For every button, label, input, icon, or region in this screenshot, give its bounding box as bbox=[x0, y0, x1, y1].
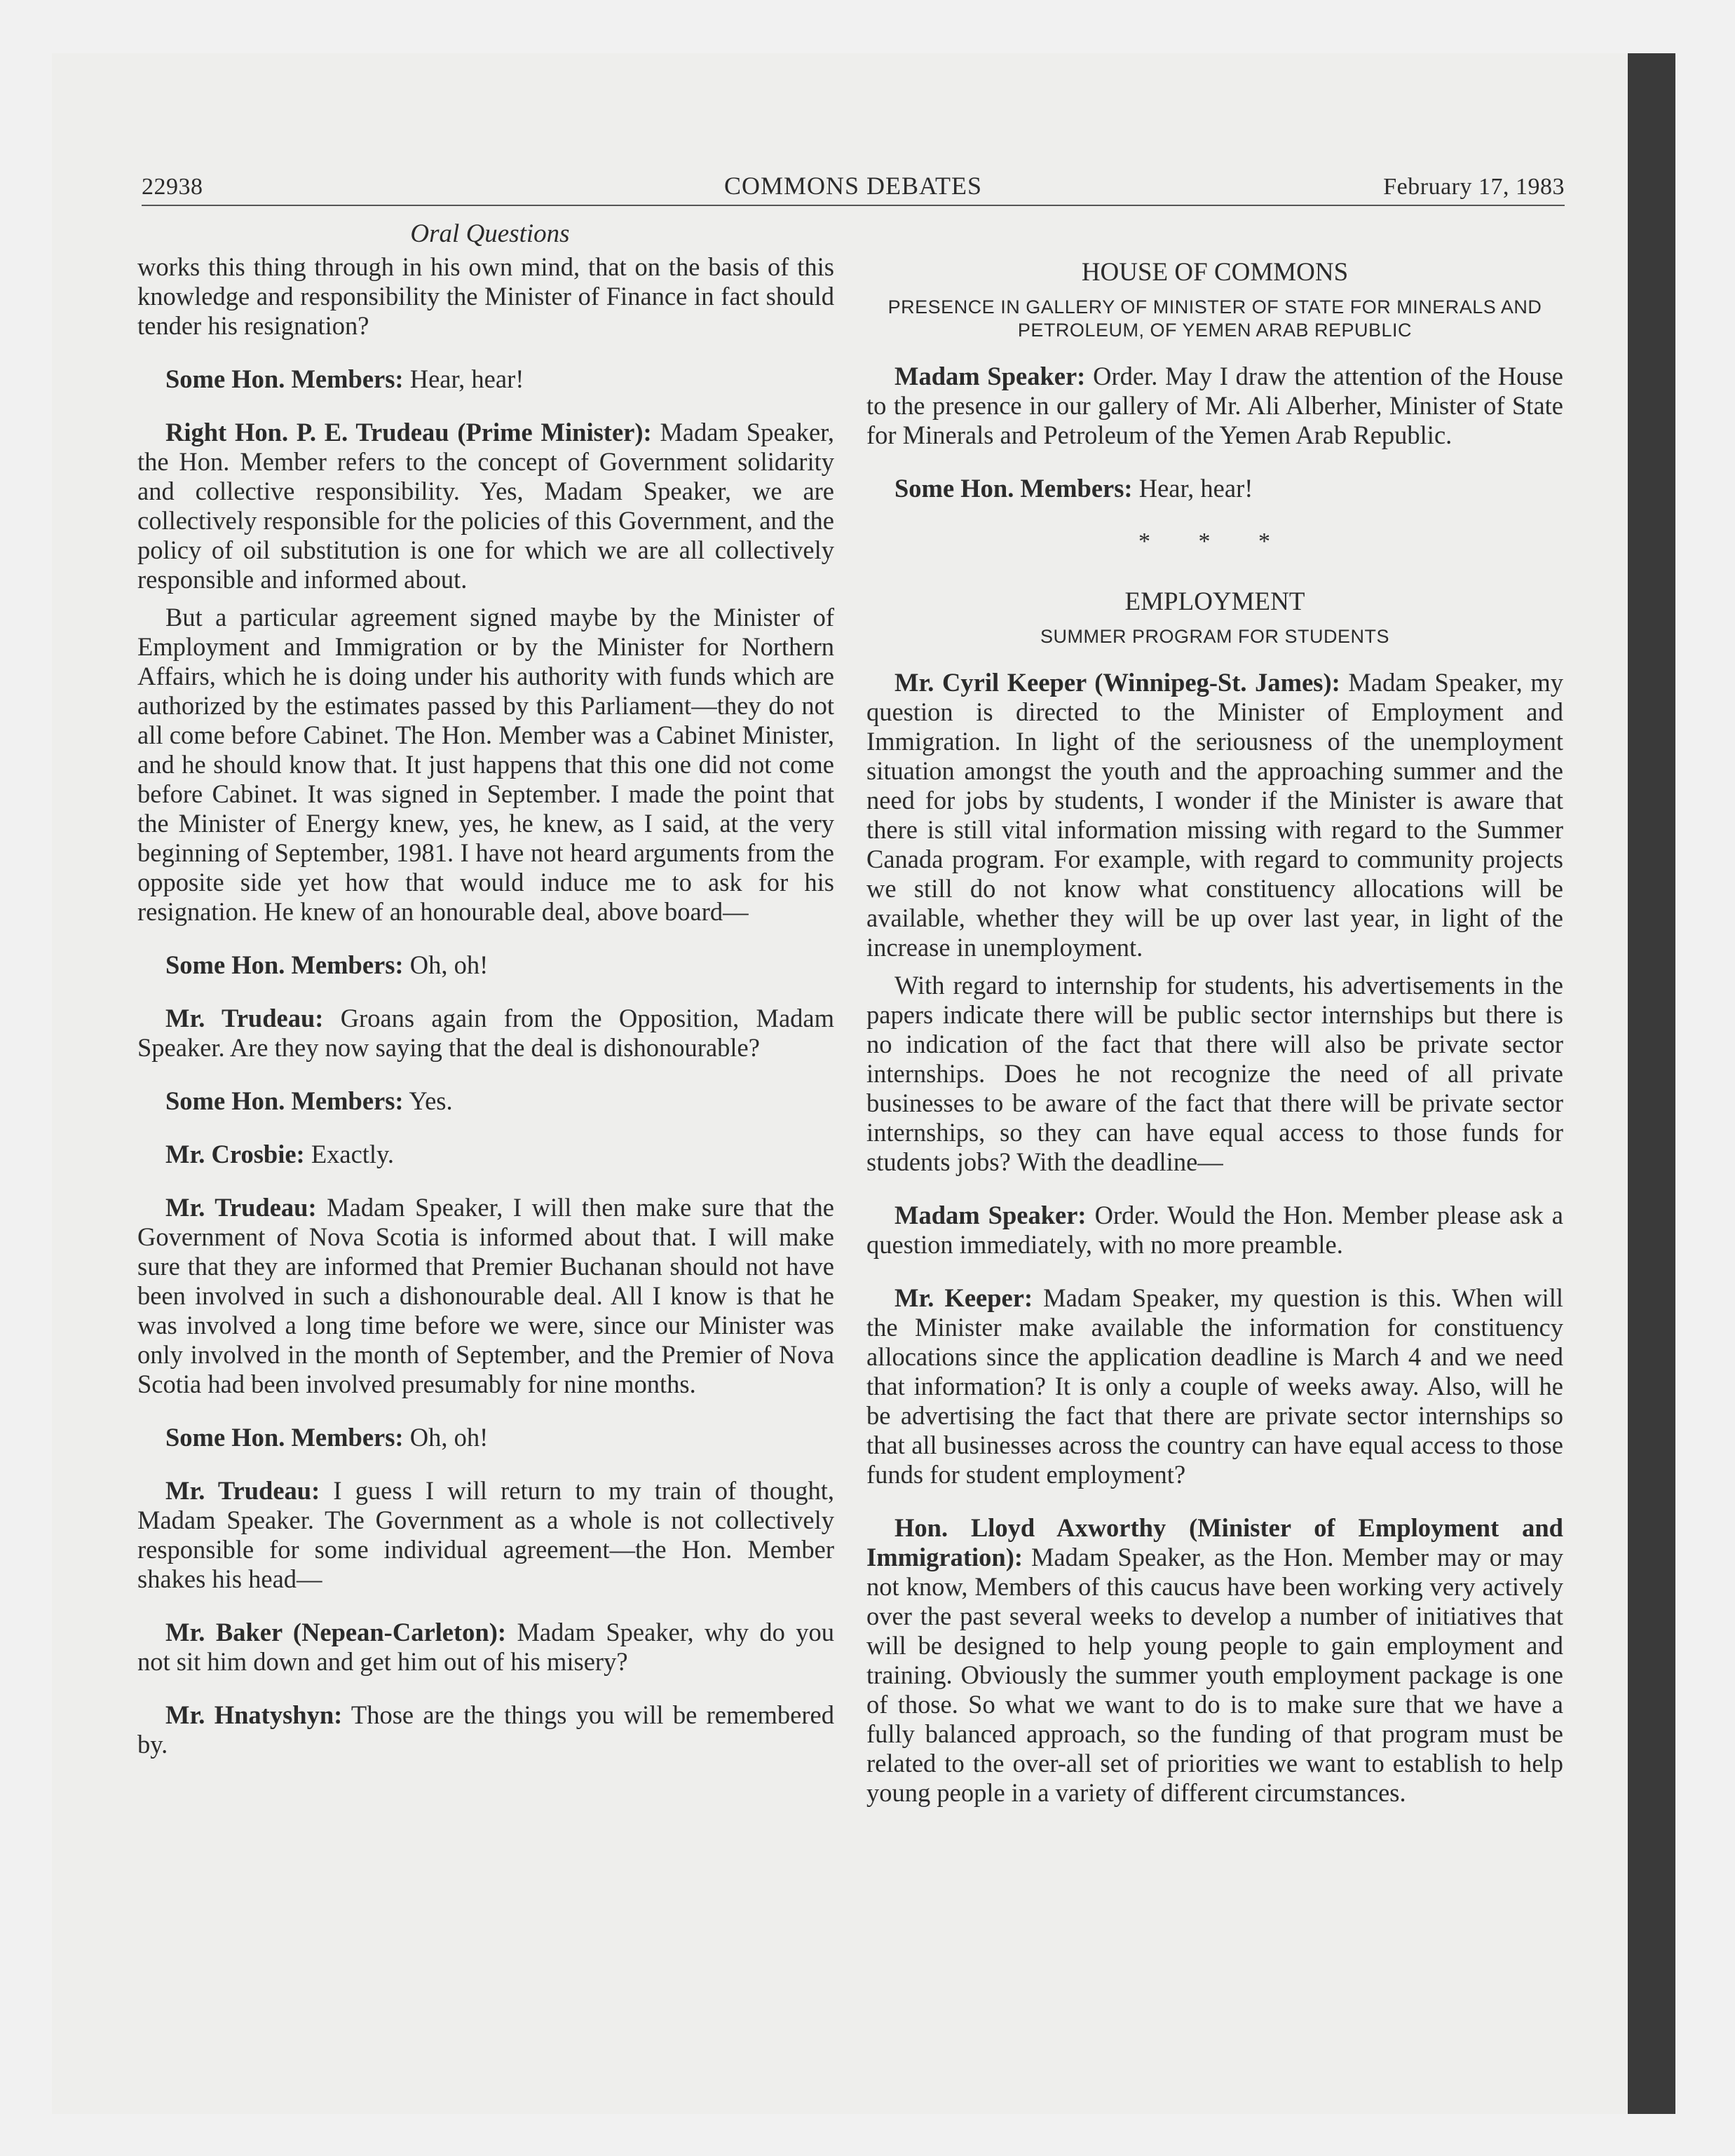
section-subheading: SUMMER PROGRAM FOR STUDENTS bbox=[1040, 626, 1389, 647]
speech-text: Madam Speaker, my question is directed to the Minister of Employment and Immigration. In light of the seriousness of the unemployment situation amongst the youth and the approaching summer and the need for jobs by students, I wonder if the Minister is aware that there is still vital information missing with regard to the Summer Canada program. For example, with regard to community projects we still do not know what constituency allocations will be available, whether they will be up over last year, in light of the increase in unemployment. bbox=[866, 668, 1563, 962]
speaker-name: Mr. Baker (Nepean-Carleton): bbox=[165, 1618, 507, 1646]
speaker-name: Mr. Hnatyshyn: bbox=[165, 1700, 343, 1729]
speech-text: Madam Speaker, my question is this. When will the Minister make available the information for constituency allocations since the application deadline is March 4 and we need that information? It is only a couple of weeks away. Also, will he be advertising the fact that there are private sector internships so that all businesses across the country can have equal access to those funds for student employment? bbox=[866, 1283, 1563, 1489]
speech-text: I guess I will return to my train of thought, Madam Speaker. The Government as a whole is not collectively responsible for some individual agreement—the Hon. Member shakes his head— bbox=[137, 1476, 834, 1593]
speech-text: Order. May I draw the attention of the House to the presence in our gallery of Mr. Ali Alberher, Minister of State for Minerals and Petroleum of the Yemen Arab Republic. bbox=[866, 362, 1563, 449]
speech-text: Hear, hear! bbox=[1132, 474, 1253, 503]
speech-text: Madam Speaker, the Hon. Member refers to the concept of Government solidarity and collective responsibility. Yes, Madam Speaker, we are collectively responsible for the policies of this Government, and the policy of oil substitution is one for which we are all collectively responsible and informed about. bbox=[137, 418, 834, 594]
paragraph bbox=[866, 1513, 1563, 1808]
speaker-name: Mr. Trudeau: bbox=[165, 1004, 324, 1032]
left-column bbox=[137, 252, 834, 1783]
speaker-name: Madam Speaker: bbox=[894, 1201, 1087, 1229]
paragraph bbox=[137, 418, 834, 594]
speaker-name: Some Hon. Members: bbox=[894, 474, 1133, 503]
section-separator: * * * bbox=[1138, 528, 1291, 554]
speaker-name: Some Hon. Members: bbox=[165, 1086, 404, 1115]
paragraph bbox=[137, 364, 834, 394]
paragraph: With regard to internship for students, his advertisements in the papers indicate there will be public sector internships but there is no indication of the fact that there will also be private sector internships. Does he not recognize the need of all private businesses to be aware of the fact that there will be private sector internships, so they can have equal access to those funds for students jobs? With the deadline— bbox=[866, 971, 1563, 1176]
speaker-name: Right Hon. P. E. Trudeau (Prime Minister): bbox=[165, 418, 652, 446]
section-subheading: PRESENCE IN GALLERY OF MINISTER OF STATE FOR MINERALS AND PETROLEUM, OF YEMEN ARAB REPUBLIC bbox=[887, 296, 1542, 341]
speech-text: Madam Speaker, as the Hon. Member may or may not know, Members of this caucus have been working very actively over the past several weeks to develop a number of initiatives that will be designed to help young people to gain employment and training. Obviously the summer youth employment package is one of those. So what we want to do is to make sure that we have a fully balanced approach, so the funding of that program must be related to the over-all set of priorities we want to establish to help young people in a variety of different circumstances. bbox=[866, 1543, 1563, 1807]
paragraph bbox=[866, 474, 1563, 503]
page-date: February 17, 1983 bbox=[1383, 174, 1565, 200]
speaker-name: Mr. Cyril Keeper (Winnipeg-St. James): bbox=[894, 668, 1340, 697]
speech-text: Oh, oh! bbox=[403, 1423, 489, 1452]
speech-text: Groans again from the Opposition, Madam Speaker. Are they now saying that the deal is dishonourable? bbox=[137, 1004, 835, 1062]
scan-edge-shadow bbox=[1628, 53, 1675, 2114]
paragraph bbox=[866, 1201, 1563, 1260]
paragraph bbox=[137, 1423, 834, 1452]
paragraph bbox=[137, 1140, 834, 1169]
page-number: 22938 bbox=[142, 174, 203, 200]
paragraph bbox=[137, 950, 834, 980]
paragraph bbox=[137, 1618, 834, 1677]
paragraph: But a particular agreement signed maybe by the Minister of Employment and Immigration or by the Minister for Northern Affairs, which he is doing under his authority with funds which are authorized by the estimates passed by this Parliament—they do not all come before Cabinet. The Hon. Member was a Cabinet Minister, and he should know that. It just happens that this one did not come before Cabinet. It was signed in September. I made the point that the Minister of Energy knew, yes, he knew, as I said, at the very beginning of September, 1981. I have not heard arguments from the opposite side yet how that would induce me to ask for his resignation. He knew of an honourable deal, above board— bbox=[137, 603, 834, 926]
paragraph bbox=[137, 1193, 834, 1399]
speaker-name: Mr. Trudeau: bbox=[165, 1476, 320, 1505]
speech-text: Those are the things you will be remembered by. bbox=[137, 1700, 834, 1759]
speech-text: Madam Speaker, why do you not sit him down and get him out of his misery? bbox=[137, 1618, 834, 1676]
speech-text: Order. Would the Hon. Member please ask a question immediately, with no more preamble. bbox=[866, 1201, 1563, 1259]
speaker-name: Mr. Crosbie: bbox=[165, 1140, 305, 1168]
right-column bbox=[866, 258, 1563, 1831]
paragraph bbox=[866, 668, 1563, 962]
page-header bbox=[142, 165, 1565, 206]
speaker-name: Madam Speaker: bbox=[894, 362, 1086, 390]
speech-text: Hear, hear! bbox=[403, 364, 524, 393]
speech-text: Madam Speaker, I will then make sure that the Government of Nova Scotia is informed about that. I will make sure that they are informed that Premier Buchanan should not have been involved in such a dishonourable deal. All I know is that he was involved a long time before we were, since our Minister was only involved in the month of September, and the Premier of Nova Scotia had been involved presumably for nine months. bbox=[137, 1193, 835, 1398]
speaker-name: Hon. Lloyd Axworthy (Minister of Employment and Immigration): bbox=[866, 1513, 1563, 1571]
section-label: Oral Questions bbox=[410, 219, 570, 248]
paragraph bbox=[137, 1004, 834, 1063]
section-heading: EMPLOYMENT bbox=[1124, 587, 1305, 616]
section-heading: HOUSE OF COMMONS bbox=[1081, 258, 1349, 287]
paragraph bbox=[866, 362, 1563, 450]
speech-text: Yes. bbox=[403, 1086, 453, 1115]
speaker-name: Some Hon. Members: bbox=[165, 950, 404, 979]
paragraph: works this thing through in his own mind, that on the basis of this knowledge and responsibility the Minister of Finance in fact should tender his resignation? bbox=[137, 252, 834, 340]
paragraph bbox=[137, 1700, 834, 1759]
speaker-name: Some Hon. Members: bbox=[165, 1423, 404, 1452]
speech-text: Exactly. bbox=[304, 1140, 395, 1168]
speech-text: Oh, oh! bbox=[403, 950, 489, 979]
speaker-name: Some Hon. Members: bbox=[165, 364, 404, 393]
paragraph bbox=[137, 1476, 834, 1594]
paragraph bbox=[137, 1086, 834, 1116]
speaker-name: Mr. Trudeau: bbox=[165, 1193, 317, 1222]
paragraph bbox=[866, 1283, 1563, 1489]
publication-title: COMMONS DEBATES bbox=[723, 172, 983, 200]
speaker-name: Mr. Keeper: bbox=[894, 1283, 1033, 1312]
